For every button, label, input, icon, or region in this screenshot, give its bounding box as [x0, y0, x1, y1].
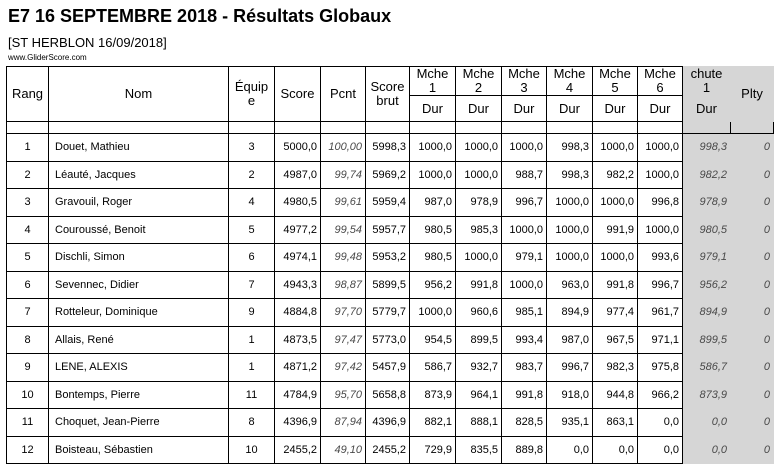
mche-6-cell: 996,8	[638, 189, 683, 217]
mche-4-cell: 998,3	[547, 161, 593, 189]
table-row	[7, 354, 774, 382]
name-cell: Douet, Mathieu	[49, 134, 229, 162]
header-score-brut: Score brut	[366, 67, 410, 122]
name-cell: Rotteleur, Dominique	[49, 299, 229, 327]
pcnt-cell: 97,42	[321, 354, 366, 382]
mche-2-cell: 932,7	[456, 354, 502, 382]
mche-5-cell: 863,1	[593, 409, 638, 437]
mche-4-cell: 918,0	[547, 381, 593, 409]
chute-cell: 998,3	[683, 134, 731, 162]
pcnt-cell: 99,48	[321, 244, 366, 272]
name-cell: Sevennec, Didier	[49, 271, 229, 299]
rang-cell: 2	[7, 161, 49, 189]
mche-3-cell: 1000,0	[502, 134, 547, 162]
table-row	[7, 244, 774, 272]
mche-6-cell: 1000,0	[638, 134, 683, 162]
pcnt-cell: 98,87	[321, 271, 366, 299]
rang-cell: 7	[7, 299, 49, 327]
score-brut-cell: 5899,5	[366, 271, 410, 299]
plty-cell: 0	[731, 271, 774, 299]
rang-cell: 9	[7, 354, 49, 382]
mche-3-cell: 988,7	[502, 161, 547, 189]
mche-2-cell: 1000,0	[456, 161, 502, 189]
mche-6-cell: 971,1	[638, 326, 683, 354]
header-plty: Plty	[731, 67, 774, 122]
mche-6-cell: 1000,0	[638, 161, 683, 189]
mche-3-cell: 996,7	[502, 189, 547, 217]
chute-cell: 956,2	[683, 271, 731, 299]
header-dur: Dur	[410, 96, 456, 122]
score-brut-cell: 5957,7	[366, 216, 410, 244]
pcnt-cell: 97,47	[321, 326, 366, 354]
plty-cell: 0	[731, 326, 774, 354]
header-mche-1: Mche 1	[410, 67, 456, 96]
table-row	[7, 134, 774, 162]
mche-2-cell: 991,8	[456, 271, 502, 299]
score-cell: 4871,2	[275, 354, 321, 382]
header-dur: Dur	[502, 96, 547, 122]
score-cell: 4974,1	[275, 244, 321, 272]
mche-3-cell: 993,4	[502, 326, 547, 354]
mche-6-cell: 1000,0	[638, 216, 683, 244]
chute-cell: 982,2	[683, 161, 731, 189]
pcnt-cell: 87,94	[321, 409, 366, 437]
mche-5-cell: 1000,0	[593, 244, 638, 272]
mche-1-cell: 1000,0	[410, 134, 456, 162]
plty-cell: 0	[731, 161, 774, 189]
equipe-cell: 6	[229, 244, 275, 272]
pcnt-cell: 97,70	[321, 299, 366, 327]
chute-cell: 980,5	[683, 216, 731, 244]
results-table	[6, 66, 774, 464]
chute-cell: 894,9	[683, 299, 731, 327]
mche-1-cell: 882,1	[410, 409, 456, 437]
score-brut-cell: 5998,3	[366, 134, 410, 162]
mche-6-cell: 996,7	[638, 271, 683, 299]
score-cell: 4784,9	[275, 381, 321, 409]
mche-5-cell: 991,8	[593, 271, 638, 299]
mche-4-cell: 987,0	[547, 326, 593, 354]
score-cell: 4884,8	[275, 299, 321, 327]
mche-3-cell: 1000,0	[502, 216, 547, 244]
plty-cell: 0	[731, 134, 774, 162]
mche-5-cell: 1000,0	[593, 134, 638, 162]
plty-cell: 0	[731, 244, 774, 272]
score-brut-cell: 4396,9	[366, 409, 410, 437]
mche-1-cell: 1000,0	[410, 161, 456, 189]
mche-6-cell: 0,0	[638, 409, 683, 437]
plty-cell: 0	[731, 216, 774, 244]
header-mche-6: Mche 6	[638, 67, 683, 96]
table-row	[7, 436, 774, 464]
table-row	[7, 189, 774, 217]
mche-2-cell: 888,1	[456, 409, 502, 437]
name-cell: Boisteau, Sébastien	[49, 436, 229, 464]
header-chute: chute 1	[683, 67, 731, 96]
score-brut-cell: 5969,2	[366, 161, 410, 189]
mche-2-cell: 835,5	[456, 436, 502, 464]
header-dur: Dur	[456, 96, 502, 122]
mche-1-cell: 1000,0	[410, 299, 456, 327]
pcnt-cell: 49,10	[321, 436, 366, 464]
rang-cell: 10	[7, 381, 49, 409]
mche-5-cell: 982,3	[593, 354, 638, 382]
mche-6-cell: 0,0	[638, 436, 683, 464]
equipe-cell: 8	[229, 409, 275, 437]
mche-3-cell: 828,5	[502, 409, 547, 437]
header-nom: Nom	[49, 67, 229, 122]
mche-5-cell: 982,2	[593, 161, 638, 189]
plty-cell: 0	[731, 436, 774, 464]
mche-4-cell: 894,9	[547, 299, 593, 327]
pcnt-cell: 99,61	[321, 189, 366, 217]
site-url: www.GliderScore.com	[8, 53, 87, 62]
header-score: Score	[275, 67, 321, 122]
score-cell: 2455,2	[275, 436, 321, 464]
header-mche-3: Mche 3	[502, 67, 547, 96]
mche-2-cell: 1000,0	[456, 244, 502, 272]
equipe-cell: 9	[229, 299, 275, 327]
score-brut-cell: 5773,0	[366, 326, 410, 354]
mche-1-cell: 987,0	[410, 189, 456, 217]
mche-1-cell: 954,5	[410, 326, 456, 354]
name-cell: Dischli, Simon	[49, 244, 229, 272]
name-cell: Couroussé, Benoit	[49, 216, 229, 244]
header-dur: Dur	[638, 96, 683, 122]
mche-3-cell: 979,1	[502, 244, 547, 272]
table-row	[7, 161, 774, 189]
equipe-cell: 3	[229, 134, 275, 162]
header-mche-5: Mche 5	[593, 67, 638, 96]
mche-5-cell: 1000,0	[593, 189, 638, 217]
table-row	[7, 326, 774, 354]
header-pcnt: Pcnt	[321, 67, 366, 122]
rang-cell: 11	[7, 409, 49, 437]
mche-6-cell: 993,6	[638, 244, 683, 272]
name-cell: Gravouil, Roger	[49, 189, 229, 217]
mche-6-cell: 966,2	[638, 381, 683, 409]
equipe-cell: 4	[229, 189, 275, 217]
score-cell: 4396,9	[275, 409, 321, 437]
header-mche-4: Mche 4	[547, 67, 593, 96]
equipe-cell: 7	[229, 271, 275, 299]
rang-cell: 4	[7, 216, 49, 244]
mche-1-cell: 980,5	[410, 244, 456, 272]
mche-1-cell: 873,9	[410, 381, 456, 409]
mche-3-cell: 1000,0	[502, 271, 547, 299]
rang-cell: 5	[7, 244, 49, 272]
mche-2-cell: 978,9	[456, 189, 502, 217]
mche-2-cell: 1000,0	[456, 134, 502, 162]
page-title: E7 16 SEPTEMBRE 2018 - Résultats Globaux	[8, 6, 392, 26]
mche-5-cell: 0,0	[593, 436, 638, 464]
equipe-cell: 1	[229, 354, 275, 382]
chute-cell: 979,1	[683, 244, 731, 272]
score-brut-cell: 5959,4	[366, 189, 410, 217]
mche-3-cell: 985,1	[502, 299, 547, 327]
name-cell: Léauté, Jacques	[49, 161, 229, 189]
chute-cell: 873,9	[683, 381, 731, 409]
mche-4-cell: 1000,0	[547, 189, 593, 217]
rang-cell: 8	[7, 326, 49, 354]
mche-4-cell: 996,7	[547, 354, 593, 382]
score-cell: 4873,5	[275, 326, 321, 354]
rang-cell: 12	[7, 436, 49, 464]
score-brut-cell: 5658,8	[366, 381, 410, 409]
header-dur: Dur	[593, 96, 638, 122]
table-row	[7, 409, 774, 437]
plty-cell: 0	[731, 381, 774, 409]
mche-4-cell: 998,3	[547, 134, 593, 162]
score-cell: 5000,0	[275, 134, 321, 162]
chute-cell: 0,0	[683, 436, 731, 464]
plty-cell: 0	[731, 299, 774, 327]
equipe-cell: 10	[229, 436, 275, 464]
mche-3-cell: 991,8	[502, 381, 547, 409]
plty-cell: 0	[731, 409, 774, 437]
pcnt-cell: 100,00	[321, 134, 366, 162]
mche-5-cell: 967,5	[593, 326, 638, 354]
header-equipe: Équipe	[229, 67, 275, 122]
mche-2-cell: 964,1	[456, 381, 502, 409]
mche-1-cell: 729,9	[410, 436, 456, 464]
header-rang: Rang	[7, 67, 49, 122]
mche-6-cell: 975,8	[638, 354, 683, 382]
mche-2-cell: 960,6	[456, 299, 502, 327]
mche-4-cell: 1000,0	[547, 216, 593, 244]
mche-3-cell: 889,8	[502, 436, 547, 464]
table-row	[7, 381, 774, 409]
chute-cell: 0,0	[683, 409, 731, 437]
header-dur: Dur	[683, 96, 731, 122]
score-brut-cell: 5457,9	[366, 354, 410, 382]
mche-5-cell: 944,8	[593, 381, 638, 409]
mche-4-cell: 935,1	[547, 409, 593, 437]
mche-1-cell: 956,2	[410, 271, 456, 299]
score-brut-cell: 2455,2	[366, 436, 410, 464]
chute-cell: 899,5	[683, 326, 731, 354]
equipe-cell: 2	[229, 161, 275, 189]
name-cell: LENE, ALEXIS	[49, 354, 229, 382]
rang-cell: 3	[7, 189, 49, 217]
score-brut-cell: 5779,7	[366, 299, 410, 327]
mche-4-cell: 0,0	[547, 436, 593, 464]
equipe-cell: 5	[229, 216, 275, 244]
equipe-cell: 11	[229, 381, 275, 409]
name-cell: Choquet, Jean-Pierre	[49, 409, 229, 437]
mche-5-cell: 977,4	[593, 299, 638, 327]
plty-cell: 0	[731, 189, 774, 217]
table-row	[7, 271, 774, 299]
mche-2-cell: 985,3	[456, 216, 502, 244]
event-subtitle: [ST HERBLON 16/09/2018]	[8, 35, 167, 50]
name-cell: Bontemps, Pierre	[49, 381, 229, 409]
table-row	[7, 299, 774, 327]
table-row	[7, 216, 774, 244]
mche-2-cell: 899,5	[456, 326, 502, 354]
mche-1-cell: 586,7	[410, 354, 456, 382]
pcnt-cell: 99,54	[321, 216, 366, 244]
mche-1-cell: 980,5	[410, 216, 456, 244]
mche-6-cell: 961,7	[638, 299, 683, 327]
mche-3-cell: 983,7	[502, 354, 547, 382]
score-cell: 4977,2	[275, 216, 321, 244]
header-dur: Dur	[547, 96, 593, 122]
pcnt-cell: 99,74	[321, 161, 366, 189]
header-mche-2: Mche 2	[456, 67, 502, 96]
rang-cell: 1	[7, 134, 49, 162]
mche-5-cell: 991,9	[593, 216, 638, 244]
score-cell: 4980,5	[275, 189, 321, 217]
chute-cell: 978,9	[683, 189, 731, 217]
score-brut-cell: 5953,2	[366, 244, 410, 272]
mche-4-cell: 1000,0	[547, 244, 593, 272]
chute-cell: 586,7	[683, 354, 731, 382]
score-cell: 4943,3	[275, 271, 321, 299]
header-spacer	[7, 122, 774, 134]
score-cell: 4987,0	[275, 161, 321, 189]
name-cell: Allais, René	[49, 326, 229, 354]
rang-cell: 6	[7, 271, 49, 299]
pcnt-cell: 95,70	[321, 381, 366, 409]
equipe-cell: 1	[229, 326, 275, 354]
plty-cell: 0	[731, 354, 774, 382]
mche-4-cell: 963,0	[547, 271, 593, 299]
